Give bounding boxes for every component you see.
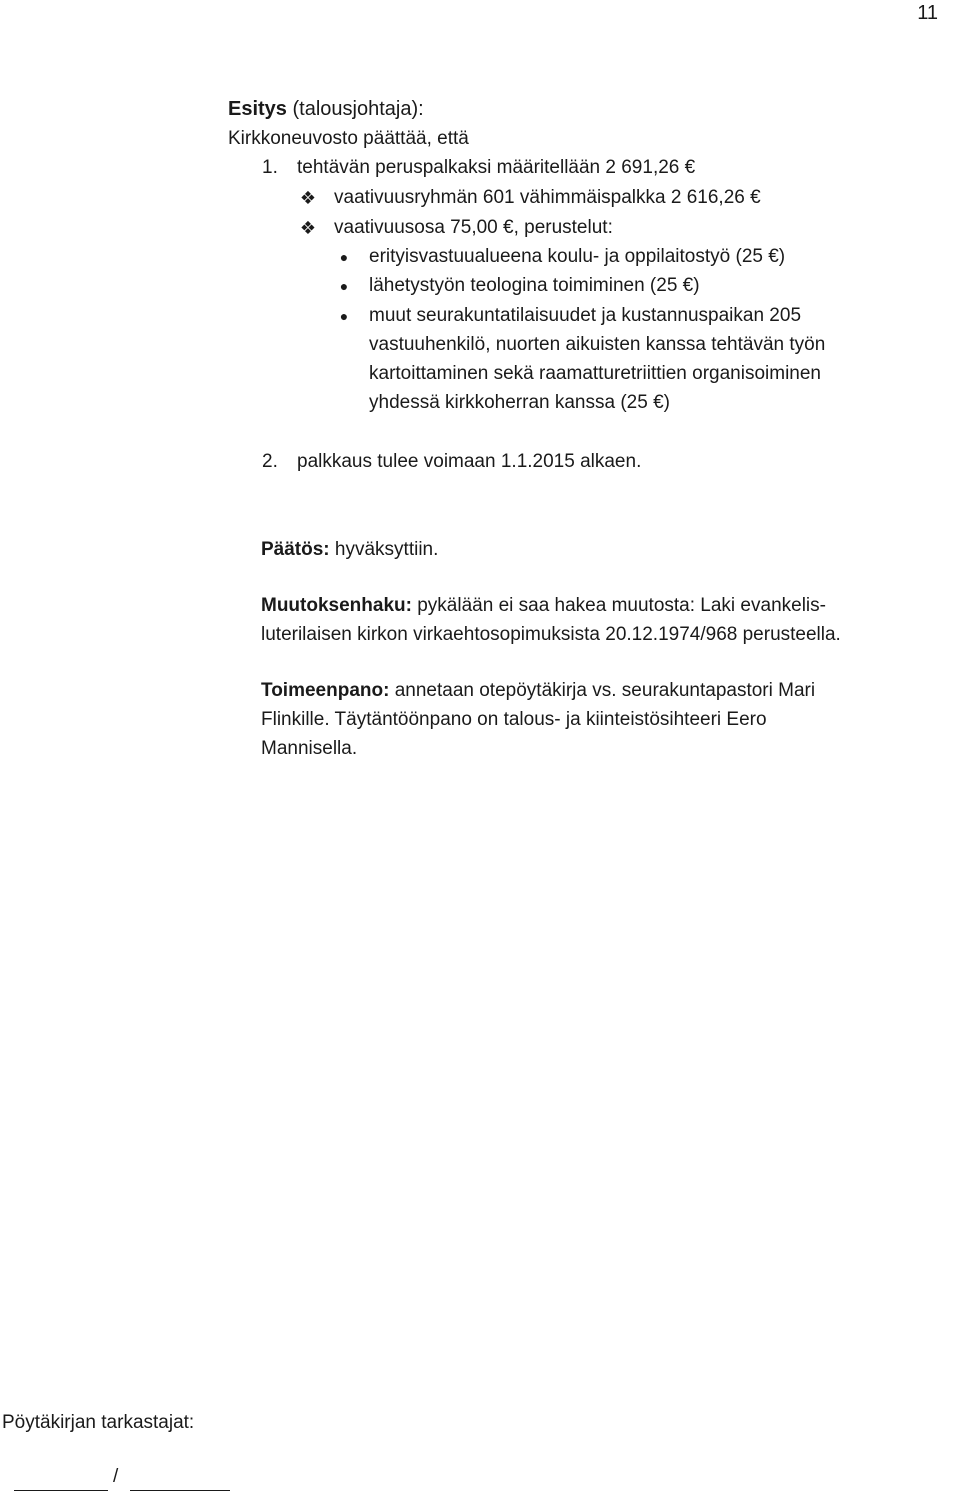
reviewers-label: Pöytäkirjan tarkastajat: bbox=[2, 1412, 195, 1433]
decision bbox=[261, 535, 438, 565]
decision-text: hyväksyttiin. bbox=[329, 539, 439, 560]
appeal-text: pykälään ei saa hakea muutosta: Laki evankelis- bbox=[411, 595, 826, 616]
round-bullet-icon: ● bbox=[339, 249, 349, 265]
implementation-line: Flinkille. Täytäntöönpano on talous- ja kiinteistösihteeri Eero bbox=[261, 709, 767, 730]
signature-line bbox=[14, 1490, 108, 1491]
implementation-line bbox=[261, 676, 815, 706]
diamond-bullet-icon: ❖ bbox=[299, 218, 317, 238]
round-bullet-icon: ● bbox=[339, 278, 349, 294]
bullet-item-line: yhdessä kirkkoherran kanssa (25 €) bbox=[369, 392, 670, 413]
proposal-heading-author: (talousjohtaja): bbox=[286, 98, 424, 120]
bullet-item-line: muut seurakuntatilaisuudet ja kustannuspaikan 205 bbox=[369, 305, 802, 326]
signature-separator: / bbox=[113, 1466, 119, 1487]
bullet-item-line: vastuuhenkilö, nuorten aikuisten kanssa tehtävän työn bbox=[369, 334, 826, 355]
implementation-line: Mannisella. bbox=[261, 738, 358, 759]
item-1-number: 1. bbox=[262, 157, 278, 178]
sub-item: vaativuusosa 75,00 €, perustelut: bbox=[334, 217, 613, 238]
bullet-item: erityisvastuualueena koulu- ja oppilaitostyö (25 €) bbox=[369, 246, 786, 267]
proposal-heading bbox=[228, 94, 424, 124]
appeal-label: Muutoksenhaku: bbox=[261, 595, 412, 616]
decision-label: Päätös: bbox=[261, 539, 330, 560]
implementation-label: Toimeenpano: bbox=[261, 680, 390, 701]
item-1-text: tehtävän peruspalkaksi määritellään 2 691,26 € bbox=[297, 157, 696, 178]
page-number: 11 bbox=[917, 2, 938, 24]
implementation-text: annetaan otepöytäkirja vs. seurakuntapastori Mari bbox=[389, 680, 816, 701]
item-2-number: 2. bbox=[262, 451, 278, 472]
bullet-item-line: kartoittaminen sekä raamatturetriittien organisoiminen bbox=[369, 363, 821, 384]
sub-item: vaativuusryhmän 601 vähimmäispalkka 2 616,26 € bbox=[334, 187, 761, 208]
item-2-text: palkkaus tulee voimaan 1.1.2015 alkaen. bbox=[297, 451, 642, 472]
signature-line bbox=[130, 1490, 230, 1491]
round-bullet-icon: ● bbox=[339, 308, 349, 324]
bullet-item: lähetystyön teologina toimiminen (25 €) bbox=[369, 275, 700, 296]
appeal-line bbox=[261, 591, 826, 621]
appeal-line: luterilaisen kirkon virkaehtosopimuksista 20.12.1974/968 perusteella. bbox=[261, 624, 841, 645]
proposal-heading-label: Esitys bbox=[228, 98, 287, 120]
diamond-bullet-icon: ❖ bbox=[299, 188, 317, 208]
proposal-intro: Kirkkoneuvosto päättää, että bbox=[228, 128, 469, 149]
